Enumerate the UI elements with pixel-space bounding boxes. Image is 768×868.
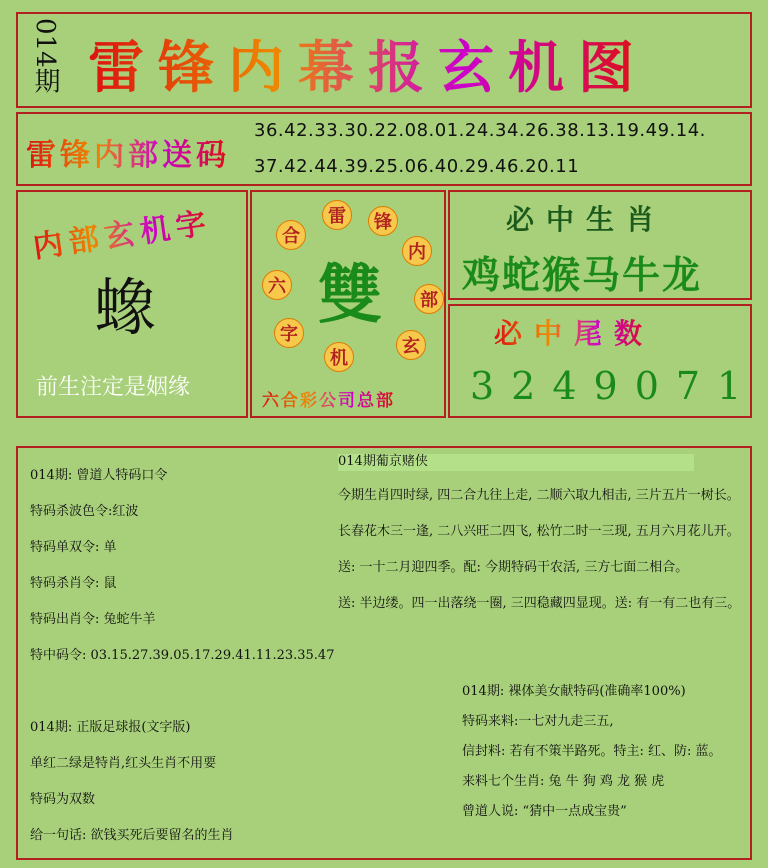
header-box — [16, 12, 752, 108]
tail-box — [448, 304, 759, 418]
zodiac-animals: 鸡蛇猴马牛龙 — [462, 252, 703, 297]
left-item: 给一句话: 欲钱买死后要留名的生肖 — [30, 828, 234, 843]
circle-char-3: 内 — [402, 236, 432, 266]
circle-char-9: 合 — [276, 220, 306, 250]
right-line: 曾道人说: “猜中一点成宝贵” — [462, 804, 627, 819]
circle-char-1: 雷 — [322, 200, 352, 230]
center-footer: 六合彩公司总部 — [262, 386, 395, 411]
circle-char-5: 玄 — [396, 330, 426, 360]
mystery-box — [16, 190, 248, 418]
right-line: 长春花木三一逢, 二八兴旺二四飞, 松竹二时一三现, 五月六月花儿开。 — [338, 524, 740, 539]
zodiac-box — [448, 190, 752, 300]
left-item: 014期: 正版足球报(文字版) — [30, 720, 191, 735]
center-box — [250, 190, 446, 418]
bottom-box — [16, 446, 752, 860]
page-title: 雷锋内幕报玄机图 — [88, 24, 648, 104]
right-line: 信封料: 若有不策半路死。特主: 红、防: 蓝。 — [462, 744, 722, 759]
left-item: 特中码令: 03.15.27.39.05.17.29.41.11.23.35.47 — [30, 648, 335, 663]
period-label: 014期 — [30, 18, 60, 94]
left-item: 单红二绿是特肖,红头生肖不用要 — [30, 756, 217, 771]
left-item: 特码为双数 — [30, 792, 96, 807]
right-line: 今期生肖四时绿, 四二合九往上走, 二顺六取九相击, 三片五片一树长。 — [338, 488, 740, 503]
mystery-char: 蟓 — [94, 271, 157, 344]
right-line: 014期: 裸体美女献特码(准确率100%) — [462, 684, 686, 699]
left-item: 014期: 曾道人特码口令 — [30, 468, 168, 483]
center-char: 雙 — [318, 258, 382, 333]
left-item: 特码出肖令: 兔蛇牛羊 — [30, 612, 156, 627]
mystery-phrase: 前生注定是姻缘 — [36, 375, 191, 400]
right-line: 送: 半边缕。四一出落绕一圈, 三四稳藏四显现。送: 有一有二也有三。 — [338, 596, 741, 611]
circle-char-4: 部 — [414, 284, 444, 314]
mystery-title: 内部玄机字 — [30, 198, 214, 267]
right-line: 送: 一十二月迎四季。配: 今期特码干农活, 三方七面二相合。 — [338, 560, 689, 575]
right-title: 014期葡京赌侠 — [338, 454, 694, 471]
circle-char-6: 机 — [324, 342, 354, 372]
left-item: 特码杀波色令:红波 — [30, 504, 139, 519]
circle-char-8: 六 — [262, 270, 292, 300]
left-item: 特码单双令: 单 — [30, 540, 117, 555]
right-line: 特码来料:一七对九走三五, — [462, 714, 614, 729]
tail-title: 必中尾数 — [494, 312, 654, 352]
circle-char-7: 字 — [274, 318, 304, 348]
tail-digits: 3249071 — [470, 364, 759, 408]
circle-char-2: 锋 — [368, 206, 398, 236]
internal-codes-box — [16, 112, 752, 186]
internal-line-2: 37.42.44.39.25.06.40.29.46.20.11 — [254, 156, 580, 177]
internal-label: 雷锋内部送码 — [26, 130, 230, 174]
zodiac-title: 必中生肖 — [506, 203, 667, 236]
right-line: 来料七个生肖: 兔 牛 狗 鸡 龙 猴 虎 — [462, 774, 665, 789]
left-item: 特码杀肖令: 鼠 — [30, 576, 117, 591]
internal-line-1: 36.42.33.30.22.08.01.24.34.26.38.13.19.49.14. — [254, 120, 706, 141]
